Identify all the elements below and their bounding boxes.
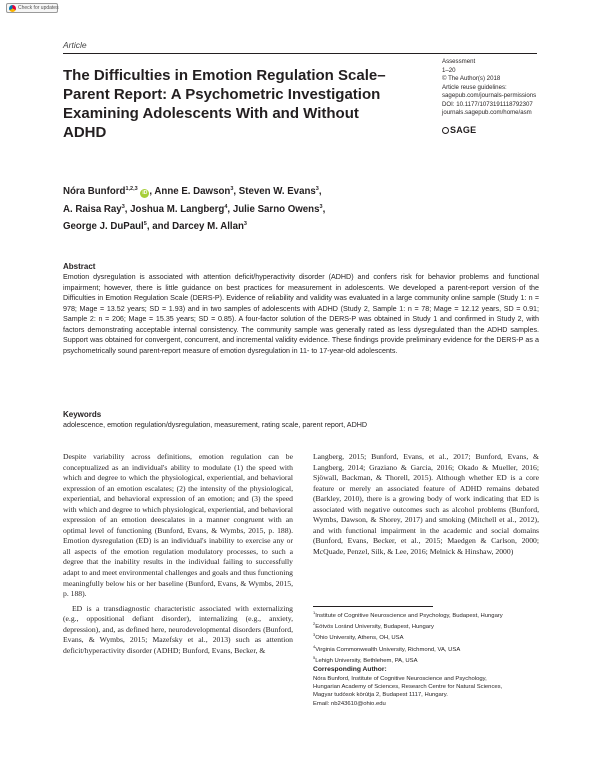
permissions-link[interactable]: sagepub.com/journals-permissions: [442, 92, 537, 99]
check-for-updates-badge[interactable]: [6, 3, 58, 13]
author-name: Joshua M. Langberg: [130, 203, 225, 215]
corresponding-author-heading: Corresponding Author:: [313, 666, 387, 673]
author-separator: ,: [227, 203, 233, 215]
affiliation-item: [313, 631, 503, 642]
author-name: Steven W. Evans: [238, 186, 316, 198]
affiliation-number: 3: [313, 632, 316, 638]
body-paragraph: Despite variability across definitions, emotion regulation can be conceptualized as an individual's ability to modulate (1) the speed with which and degree to which the physiological, experiential, and behavioral expression of an emotion escalates; (2) the intensity of the physiological, experiential, and behavioral expression of an emotion; and (3) the speed with which and degree to which physiological, experiential, and behavioral expression of an emotion deescalates in a manner congruent with an optimal level of functioning (Bunford, Evans, & Wymbs, 2015, p. 188). Emotion dysregulation (ED) is an individual's inability to exercise any or all aspects of the emotion regulation modulatory processes, to such a degree that the inability results in the individual failing to successfully adapt to and meet environmental challenges and goals and thus functioning meaningfully below his or her baseline (Bunford, Evans, & Wymbs, 2015, p. 188).: [63, 452, 294, 599]
author-separator: , and: [146, 221, 173, 233]
author-list: [63, 182, 413, 235]
crossmark-icon: [9, 5, 16, 12]
orcid-icon[interactable]: iD: [142, 190, 148, 197]
journal-name: Assessment: [442, 58, 476, 65]
body-paragraph: ED is a transdiagnostic characteristic associated with externalizing (e.g., oppositional defiant disorder), internalizing (e.g., anxiety, depression), and, as defined here, neurodevelopmental disorders (Bunford, Evans, & Wymbs, 2015; Mazefsky et al., 2013) such as attention deficit/hyperactivity disorder (ADHD; Bunford, Evans, Becker, &: [63, 603, 293, 655]
author-separator: ,: [124, 203, 131, 215]
publisher-name: SAGE: [450, 125, 477, 135]
affiliation-item: [313, 620, 503, 631]
author-affiliation-marker: 3: [319, 203, 323, 210]
body-column-right: [313, 452, 539, 557]
author-affiliation-marker: 5: [143, 221, 147, 228]
corresponding-author-details: [313, 675, 502, 708]
author-affiliation-marker: 3: [230, 186, 234, 192]
article-type-label: Article: [63, 40, 87, 50]
author-name: George J. DuPaul: [63, 221, 144, 233]
body-paragraph: Langberg, 2015; Bunford, Evans, et al., 2017; Bunford, Evans, & Langberg, 2014; Graziano & Garcia, 2016; Okado & Mueller, 2016; Sjöwall, Backman, & Thorell, 2015). Although whether ED is a core feature or merely an associated feature of ADHD remains debated (Barkley, 2010), there is a growing body of work indicating that ED is associated with negative outcomes such as alcohol problems (Bunford, Wymbs, Dawson, & Shorey, 2017) and smoking (Mitchell et al., 2012), and with functional impairment in the academic and social domains (Bunford, Evans, Becker, et al., 2015; Maedgen & Carlson, 2000; McQuade, Penzel, Silk, & Lee, 2016; Melnick & Hinshaw, 2000): [313, 452, 539, 556]
author-separator: ,: [149, 186, 155, 198]
journal-pages: 1–20: [442, 66, 456, 74]
affiliation-text: Eötvös Loránd University, Budapest, Hungary: [315, 624, 434, 631]
corresponding-line: Hungarian Academy of Sciences, Research Centre for Natural Sciences,: [313, 684, 503, 691]
corresponding-email[interactable]: Email: nb243610@ohio.edu: [313, 700, 386, 707]
affiliation-number: 5: [313, 654, 316, 660]
body-column-left: [63, 452, 293, 656]
journal-info: [442, 58, 536, 118]
author-name: Anne E. Dawson: [154, 186, 231, 198]
author-name: Darcey M. Allan: [172, 221, 244, 233]
affiliation-number: 4: [313, 643, 316, 649]
corresponding-line: Magyar tudósok körútja 2, Budapest 1117, Hungary.: [313, 692, 448, 699]
affiliation-item: [313, 609, 503, 620]
paper-title: The Difficulties in Emotion Regulation Scale–Parent Report: A Psychometric Investigation Examining Adolescents With and Without ADHD: [63, 67, 386, 141]
author-affiliation-marker: 3: [121, 203, 125, 210]
author-name: A. Raisa Ray: [63, 203, 122, 215]
keywords-heading: Keywords: [63, 410, 102, 419]
author-affiliation-marker: 1,2,3: [125, 186, 138, 192]
abstract-heading: Abstract: [63, 262, 96, 271]
check-for-updates-label: Check for updates: [18, 5, 59, 11]
doi[interactable]: DOI: 10.1177/1073191118792307: [442, 100, 533, 108]
affiliation-text: Virginia Commonwealth University, Richmond, VA, USA: [315, 646, 461, 653]
keywords-text: adolescence, emotion regulation/dysregulation, measurement, rating scale, parent report, ADHD: [63, 421, 368, 429]
affiliation-number: 1: [313, 610, 316, 615]
author-separator: ,: [318, 186, 322, 198]
sage-logo: [442, 125, 476, 135]
sage-logo-icon: [442, 127, 449, 134]
footnote-divider: [313, 606, 433, 607]
affiliation-item: [313, 643, 503, 654]
header-divider: [63, 53, 537, 54]
author-separator: ,: [322, 203, 326, 215]
affiliation-number: 2: [313, 621, 316, 627]
author-separator: ,: [233, 186, 239, 198]
author-name: Julie Sarno Owens: [232, 203, 320, 215]
affiliations-list: [313, 609, 503, 665]
abstract-text: Emotion dysregulation is associated with attention deficit/hyperactivity disorder (ADHD) and confers risk for behavior problems and functional impairment; however, there is little guidance on best practices for measurement in adolescents. We developed a parent-report version of the Difficulties in Emotion Regulation Scale (DERS-P). Evidence of reliability and validity was evaluated in a large community online sample (Study 1: n = 978; Mage = 13.52 years; SD = 1.93) and in two samples of adolescents with ADHD (Study 2, Sample 1: n = 78; Mage = 12.12 years, SD = 0.91; Sample 2: n = 206; Mage = 15.35 years; SD = 0.85). A four-factor solution of the DERS-P was obtained in Study 1 and confirmed in Study 2, with factors demonstrating acceptable internal consistency. The community sample was generally rated as less dysregulated than the ADHD samples. Support was obtained for convergent, concurrent, and incremental validity evidence. These findings provide preliminary evidence for the DERS-P as a psychometrically sound parent-report measure of emotion dysregulation in 11- to 17-year-old adolescents.: [63, 273, 539, 355]
affiliation-text: Lehigh University, Bethlehem, PA, USA: [315, 657, 418, 664]
journal-home-link[interactable]: journals.sagepub.com/home/asm: [442, 109, 532, 116]
author-affiliation-marker: 4: [224, 203, 228, 210]
affiliation-text: Ohio University, Athens, OH, USA: [315, 635, 404, 642]
reuse-guidelines: Article reuse guidelines:: [442, 83, 507, 91]
author-affiliation-marker: 3: [243, 221, 247, 228]
author-affiliation-marker: 3: [315, 186, 319, 192]
copyright: © The Author(s) 2018: [442, 75, 501, 82]
author-name: Nóra Bunford: [63, 186, 126, 198]
corresponding-line: Nóra Bunford, Institute of Cognitive Neuroscience and Psychology,: [313, 676, 487, 682]
affiliation-text: Institute of Cognitive Neuroscience and Psychology, Budapest, Hungary: [315, 612, 503, 619]
affiliation-item: [313, 654, 503, 665]
